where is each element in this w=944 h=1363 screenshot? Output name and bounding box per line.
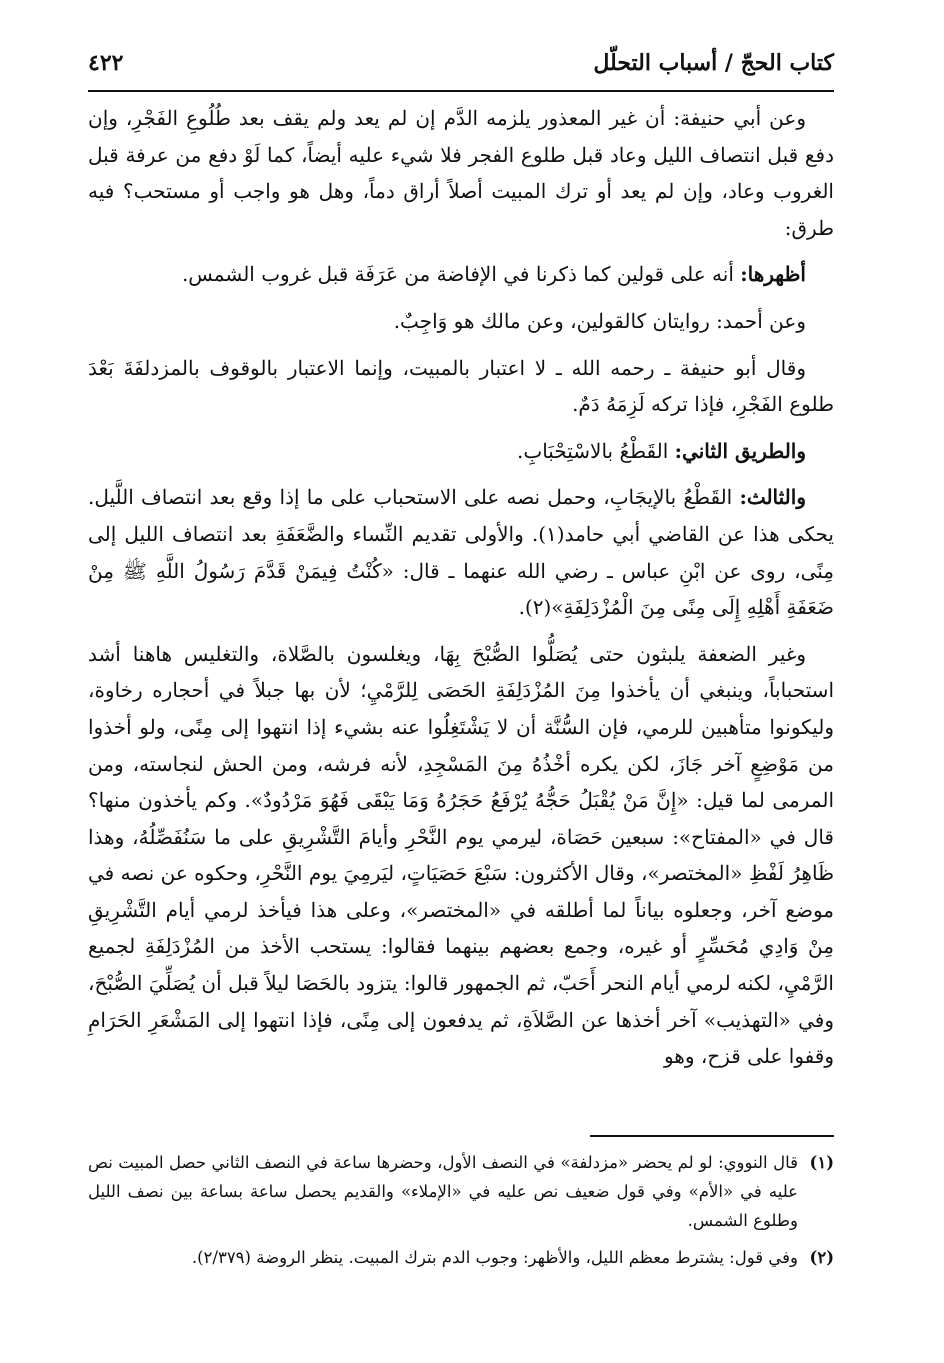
page-number: ٤٢٢ [88, 50, 124, 76]
paragraph-6: والثالث: القَطْعُ بالإيجَابِ، وحمل نصه على الاستحباب على ما إذا وقع بعد انتصاف اللَّيل. يحكى هذا عن القاضي أبي حامد(١). والأولى تقديم النِّساء والضَّعَفَةِ بعد انتصاف الليل إلى مِنًى، روى عن ابْنِ عباس ـ رضي الله عنهما ـ قال: «كُنْتُ فِيمَنْ قَدَّمَ رَسُولُ اللَّهِ ﷺ مِنْ ضَعَفَةِ أَهْلِهِ إِلَى مِنًى مِنَ الْمُزْدَلِفَةِ»(٢). [88, 485, 834, 620]
main-text [88, 100, 834, 1075]
footnote-text: وفي قول: يشترط معظم الليل، والأظهر: وجوب الدم بترك المبيت. ينظر الروضة (٢/٣٧٩). [191, 1248, 798, 1267]
paragraph-lead: والطريق الثاني: [674, 438, 806, 463]
footnote-number: (٢) [809, 1248, 834, 1267]
footnote-2 [88, 1243, 834, 1272]
paragraph-7: وغير الضعفة يلبثون حتى يُصَلُّوا الصُّبْحَ بِهَا، ويغلسون بالصَّلاة، والتغليس هاهنا أشد استحباباً، وينبغي أن يأخذوا مِنَ المُزْدَلِفَةِ الحَصَى لِلرَّمْيِ؛ لأن بها جبلاً في أحجاره رخاوة، وليكونوا متأهبين للرمي، فإن السُّنَّة أن لا يَشْتَغِلُوا عنه بشيء إذا انتهوا إلى مِنًى، ولو أخذوا من مَوْضِعٍ آخر جَازَ، لكن يكره أخْذُهُ مِنَ المَسْجِدِ، لأنه فرشه، ومن الحش لنجاسته، ومن المرمى لما قيل: «إِنَّ مَنْ يُقْبَلُ حَجُّهُ يُرْفَعُ حَجَرُهُ وَمَا يَبْقَى فَهُوَ مَرْدُودٌ». وكم يأخذون منها؟ قال في «المفتاح»: سبعين حَصَاة، ليرمي يوم النَّحْرِ وأيامَ التَّشْرِيقِ على ما سَنُفَصِّلُهُ، وهذا ظَاهِرُ لَفْظِ «المختصر»، وقال الأكثرون: سَبْعَ حَصَيَاتٍ، ليَرمِيَ يوم النَّحْرِ، وحكوه عن نصه في موضع آخر، وجعلوه بياناً لما أطلقه في «المختصر»، وعلى هذا فيأخذ لرمي أيام التَّشْرِيقِ مِنْ وَادِي مُحَسِّرٍ أو غيره، وجمع بعضهم بينهما فقالوا: يستحب الأخذ من المُزْدَلِفَةِ لجميع الرَّمْيِ، لكنه لرمي أيام النحر أَحَبّ، ثم الجمهور قالوا: يتزود بالحَصَا ليلاً قبل أن يُصَلِّيَ الصُّبْحَ، وفي «التهذيب» آخر أخذها عن الصَّلاَةِ، ثم يدفعون إلى مِنًى، فإذا انتهوا إلى المَشْعَرِ الحَرَامِ وقفوا على قزح، وهو [88, 641, 835, 1069]
paragraph-5: والطريق الثاني: القَطْعُ بالاسْتِحْبَابِ. [517, 438, 806, 463]
header-divider [88, 90, 834, 92]
paragraph-2: أظهرها: أنه على قولين كما ذكرنا في الإفاضة من عَرَفَة قبل غروب الشمس. [181, 262, 806, 287]
paragraph-4: وقال أبو حنيفة ـ رحمه الله ـ لا اعتبار بالمبيت، وإنما الاعتبار بالوقوف بالمزدلفَةَ بَعْدَ طلوع الفَجْرِ، فإذا تركه لَزِمَهُ دَمٌ. [88, 355, 834, 417]
paragraph-lead: والثالث: [739, 485, 806, 510]
paragraph-lead: أظهرها: [740, 262, 806, 287]
paragraph-1: وعن أبي حنيفة: أن غير المعذور يلزمه الدَّم إن لم يعد ولم يقف بعد طُلُوعِ الفَجْرِ، وإن دفع قبل انتصاف الليل وعاد قبل طلوع الفجر فلا شيء عليه أيضاً، كما لَوْ دفع من عرفة قبل الغروب وعاد، وإن لم يعد أو ترك المبيت أصلاً أراق دماً، وهل هو واجب أو مستحب؟ فيه طرق: [88, 106, 834, 240]
footnote-divider [590, 1135, 834, 1137]
running-title: كتاب الحجّ / أسباب التحلّل [593, 50, 834, 76]
footnote-number: (١) [809, 1153, 834, 1172]
footnotes [88, 1148, 834, 1280]
footnote-1 [88, 1148, 834, 1235]
paragraph-3: وعن أحمد: روايتان كالقولين، وعن مالك هو وَاجِبٌ. [393, 308, 806, 333]
footnote-text: قال النووي: لو لم يحضر «مزدلفة» في النصف الأول، وحضرها ساعة في النصف الثاني حصل المبيت نص عليه في «الأم» وفي قول ضعيف نص عليه في «الإملاء» والقديم يحصل ساعة بساعة بين نصف الليل وطلوع الشمس. [88, 1153, 798, 1230]
page-header [88, 40, 834, 86]
